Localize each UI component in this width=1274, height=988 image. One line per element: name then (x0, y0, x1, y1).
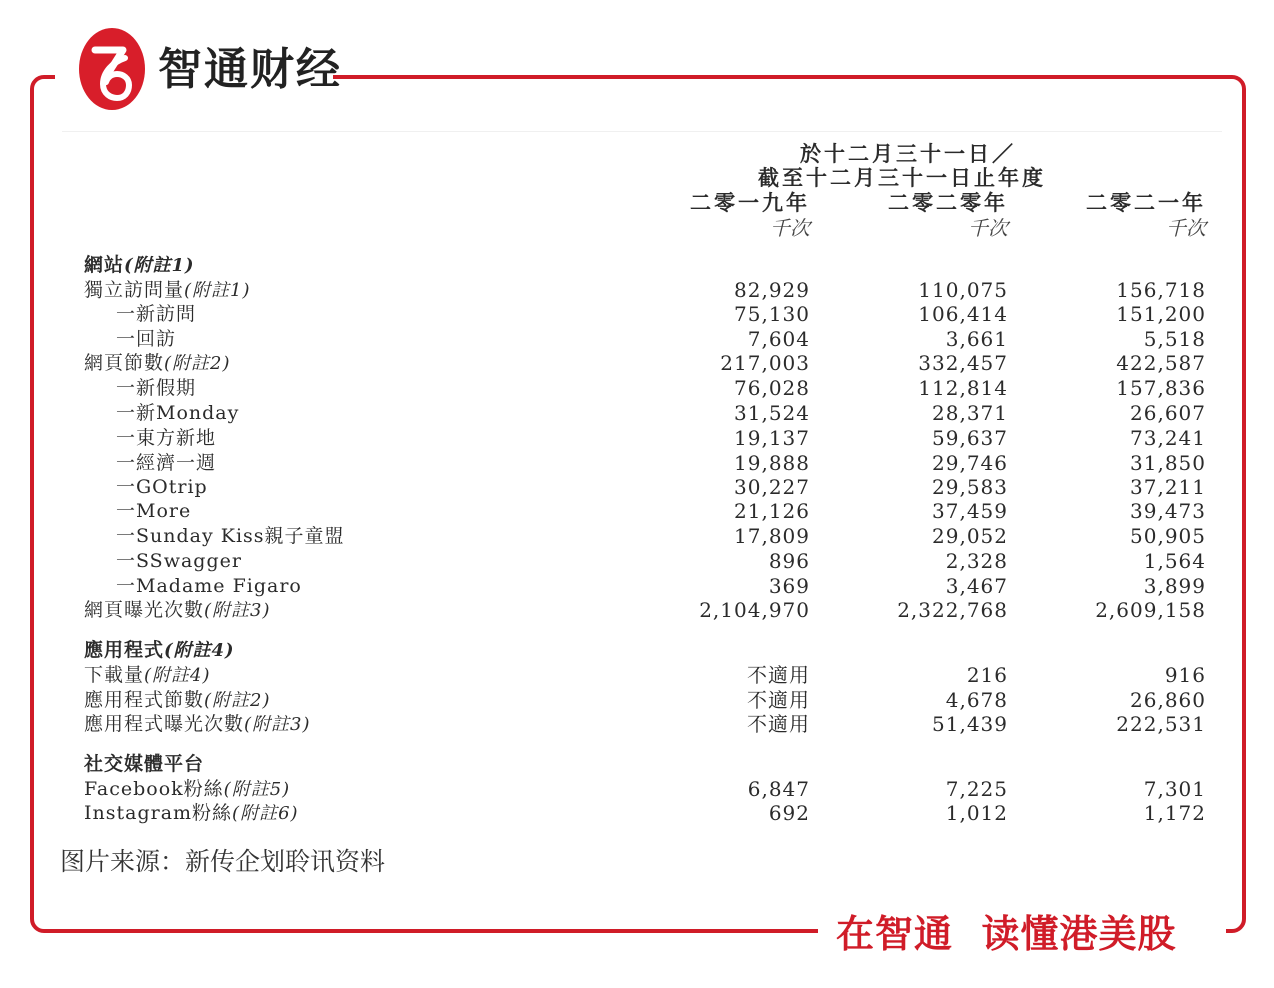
row-label (84, 598, 271, 623)
row-label-text: 應用程式節數 (84, 689, 205, 711)
row-label-text: 一SSwagger (116, 550, 242, 572)
table-row (0, 351, 1274, 375)
row-label (84, 688, 271, 713)
table-row (0, 327, 1274, 351)
row-label (84, 663, 211, 688)
table-cell: 217,003 (720, 351, 810, 375)
table-cell: 76,028 (734, 376, 810, 400)
table-row (0, 426, 1274, 450)
row-footnote-ref: (附註2) (164, 353, 231, 374)
table-cell: 156,718 (1116, 278, 1206, 302)
row-label (84, 638, 235, 663)
table-cell: 422,587 (1116, 351, 1206, 375)
table-row (0, 451, 1274, 475)
table-cell: 59,637 (932, 426, 1008, 450)
table-cell: 37,459 (932, 499, 1008, 523)
column-year-2021: 二零二一年 (1086, 190, 1206, 215)
header-period-line2: 截至十二月三十一日止年度 (758, 165, 1046, 190)
row-label (84, 752, 204, 776)
logo-wordmark: 智通财经 (158, 44, 342, 95)
table-cell: 39,473 (1130, 499, 1206, 523)
row-label (84, 351, 231, 376)
table-cell: 2,104,970 (699, 598, 810, 622)
table-cell: 19,888 (734, 451, 810, 475)
table-cell: 4,678 (945, 688, 1008, 712)
table-cell: 916 (1164, 663, 1206, 687)
table-cell: 896 (768, 549, 810, 573)
table-cell: 82,929 (734, 278, 810, 302)
row-label-text: Instagram粉絲 (84, 802, 233, 824)
row-label (84, 253, 195, 278)
table-row (0, 302, 1274, 326)
table-cell: 不適用 (747, 688, 810, 712)
row-label (116, 401, 239, 425)
table-cell: 30,227 (734, 475, 810, 499)
table-cell: 29,746 (932, 451, 1008, 475)
row-footnote-ref: (附註4) (144, 665, 211, 686)
row-label-text: 獨立訪問量 (84, 279, 185, 301)
table-cell: 2,322,768 (897, 598, 1008, 622)
table-cell: 151,200 (1116, 302, 1206, 326)
table-row (0, 712, 1274, 736)
row-label (116, 574, 302, 598)
row-label-text: 一東方新地 (116, 427, 217, 449)
row-footnote-ref: (附註6) (232, 803, 299, 824)
table-cell: 不適用 (747, 663, 810, 687)
table-cell: 222,531 (1116, 712, 1206, 736)
table-cell: 1,172 (1143, 801, 1206, 825)
table-cell: 73,241 (1130, 426, 1206, 450)
column-unit: 千次 (1166, 216, 1206, 240)
row-label (116, 327, 176, 351)
row-label-text: 網頁節數 (84, 352, 165, 374)
row-label (116, 426, 216, 450)
row-label (116, 475, 208, 499)
table-cell: 1,564 (1143, 549, 1206, 573)
row-label-text: 一經濟一週 (116, 452, 217, 474)
table-row (0, 752, 1274, 776)
table-cell: 7,301 (1143, 777, 1206, 801)
column-unit: 千次 (968, 216, 1008, 240)
column-year-2020: 二零二零年 (888, 190, 1008, 215)
row-footnote-ref: (附註1) (124, 255, 195, 276)
row-label-text: 下載量 (84, 664, 145, 686)
table-cell: 31,524 (734, 401, 810, 425)
row-label (84, 278, 251, 303)
table-cell: 6,847 (747, 777, 810, 801)
table-cell: 26,860 (1130, 688, 1206, 712)
row-label (116, 451, 216, 475)
row-label-text: 應用程式 (84, 639, 165, 661)
row-footnote-ref: (附註3) (204, 600, 271, 621)
table-row (0, 475, 1274, 499)
table-cell: 110,075 (918, 278, 1008, 302)
table-cell: 2,328 (945, 549, 1008, 573)
table-cell: 50,905 (1130, 524, 1206, 548)
table-cell: 37,211 (1130, 475, 1206, 499)
table-cell: 692 (768, 801, 810, 825)
header-period-line1: 於十二月三十一日／ (800, 141, 1016, 166)
table-cell: 2,609,158 (1095, 598, 1206, 622)
table-cell: 7,604 (747, 327, 810, 351)
table-row (0, 524, 1274, 548)
table-row (0, 801, 1274, 825)
table-cell: 29,583 (932, 475, 1008, 499)
table-cell: 1,012 (945, 801, 1008, 825)
table-cell: 51,439 (932, 712, 1008, 736)
row-label (116, 376, 196, 400)
table-row (0, 549, 1274, 573)
table-cell: 369 (768, 574, 810, 598)
row-label-text: 一新假期 (116, 377, 197, 399)
table-cell: 216 (966, 663, 1008, 687)
table-row (0, 598, 1274, 622)
row-footnote-ref: (附註3) (244, 714, 311, 735)
row-label-text: 一GOtrip (116, 476, 208, 498)
row-footnote-ref: (附註1) (184, 280, 251, 301)
table-row (0, 688, 1274, 712)
row-footnote-ref: (附註2) (204, 690, 271, 711)
table-row (0, 278, 1274, 302)
row-label-text: 一回訪 (116, 328, 177, 350)
row-label-text: 應用程式曝光次數 (84, 713, 245, 735)
row-label-text: 一新Monday (116, 402, 240, 424)
column-year-2019: 二零一九年 (690, 190, 810, 215)
row-label (84, 777, 290, 802)
table-row (0, 574, 1274, 598)
row-label-text: Facebook粉絲 (84, 778, 224, 800)
row-label (116, 549, 242, 573)
row-label-text: 網站 (84, 254, 125, 276)
table-cell: 不適用 (747, 712, 810, 736)
table-cell: 112,814 (918, 376, 1008, 400)
table-cell: 31,850 (1130, 451, 1206, 475)
table-cell: 28,371 (932, 401, 1008, 425)
table-cell: 19,137 (734, 426, 810, 450)
brand-slogan: 在智通 读懂港美股 (836, 912, 1177, 956)
table-row (0, 663, 1274, 687)
row-label-text: 網頁曝光次數 (84, 599, 205, 621)
table-row (0, 253, 1274, 277)
table-cell: 5,518 (1143, 327, 1206, 351)
source-caption: 图片来源：新传企划聆讯资料 (60, 847, 386, 876)
table-cell: 75,130 (734, 302, 810, 326)
table-row (0, 777, 1274, 801)
row-footnote-ref: (附註5) (223, 779, 291, 800)
table-row (0, 638, 1274, 662)
row-footnote-ref: (附註4) (164, 640, 235, 661)
row-label (84, 712, 311, 737)
table-row (0, 499, 1274, 523)
row-label-text: 一Madame Figaro (116, 575, 302, 597)
column-unit: 千次 (770, 216, 810, 240)
table-cell: 3,467 (945, 574, 1008, 598)
row-label (116, 524, 345, 548)
table-row (0, 376, 1274, 400)
table-cell: 26,607 (1130, 401, 1206, 425)
table-cell: 106,414 (918, 302, 1008, 326)
table-cell: 3,899 (1143, 574, 1206, 598)
divider (62, 131, 1222, 132)
row-label (84, 801, 299, 826)
row-label-text: 一Sunday Kiss親子童盟 (116, 525, 345, 547)
row-label (116, 499, 191, 523)
table-cell: 157,836 (1116, 376, 1206, 400)
row-label (116, 302, 196, 326)
table-cell: 17,809 (734, 524, 810, 548)
table-row (0, 401, 1274, 425)
table-cell: 332,457 (918, 351, 1008, 375)
row-label-text: 一More (116, 500, 192, 522)
table-cell: 21,126 (734, 499, 810, 523)
row-label-text: 社交媒體平台 (84, 753, 205, 775)
table-cell: 7,225 (945, 777, 1008, 801)
table-cell: 29,052 (932, 524, 1008, 548)
logo-icon (79, 28, 145, 110)
row-label-text: 一新訪問 (116, 303, 197, 325)
table-cell: 3,661 (945, 327, 1008, 351)
